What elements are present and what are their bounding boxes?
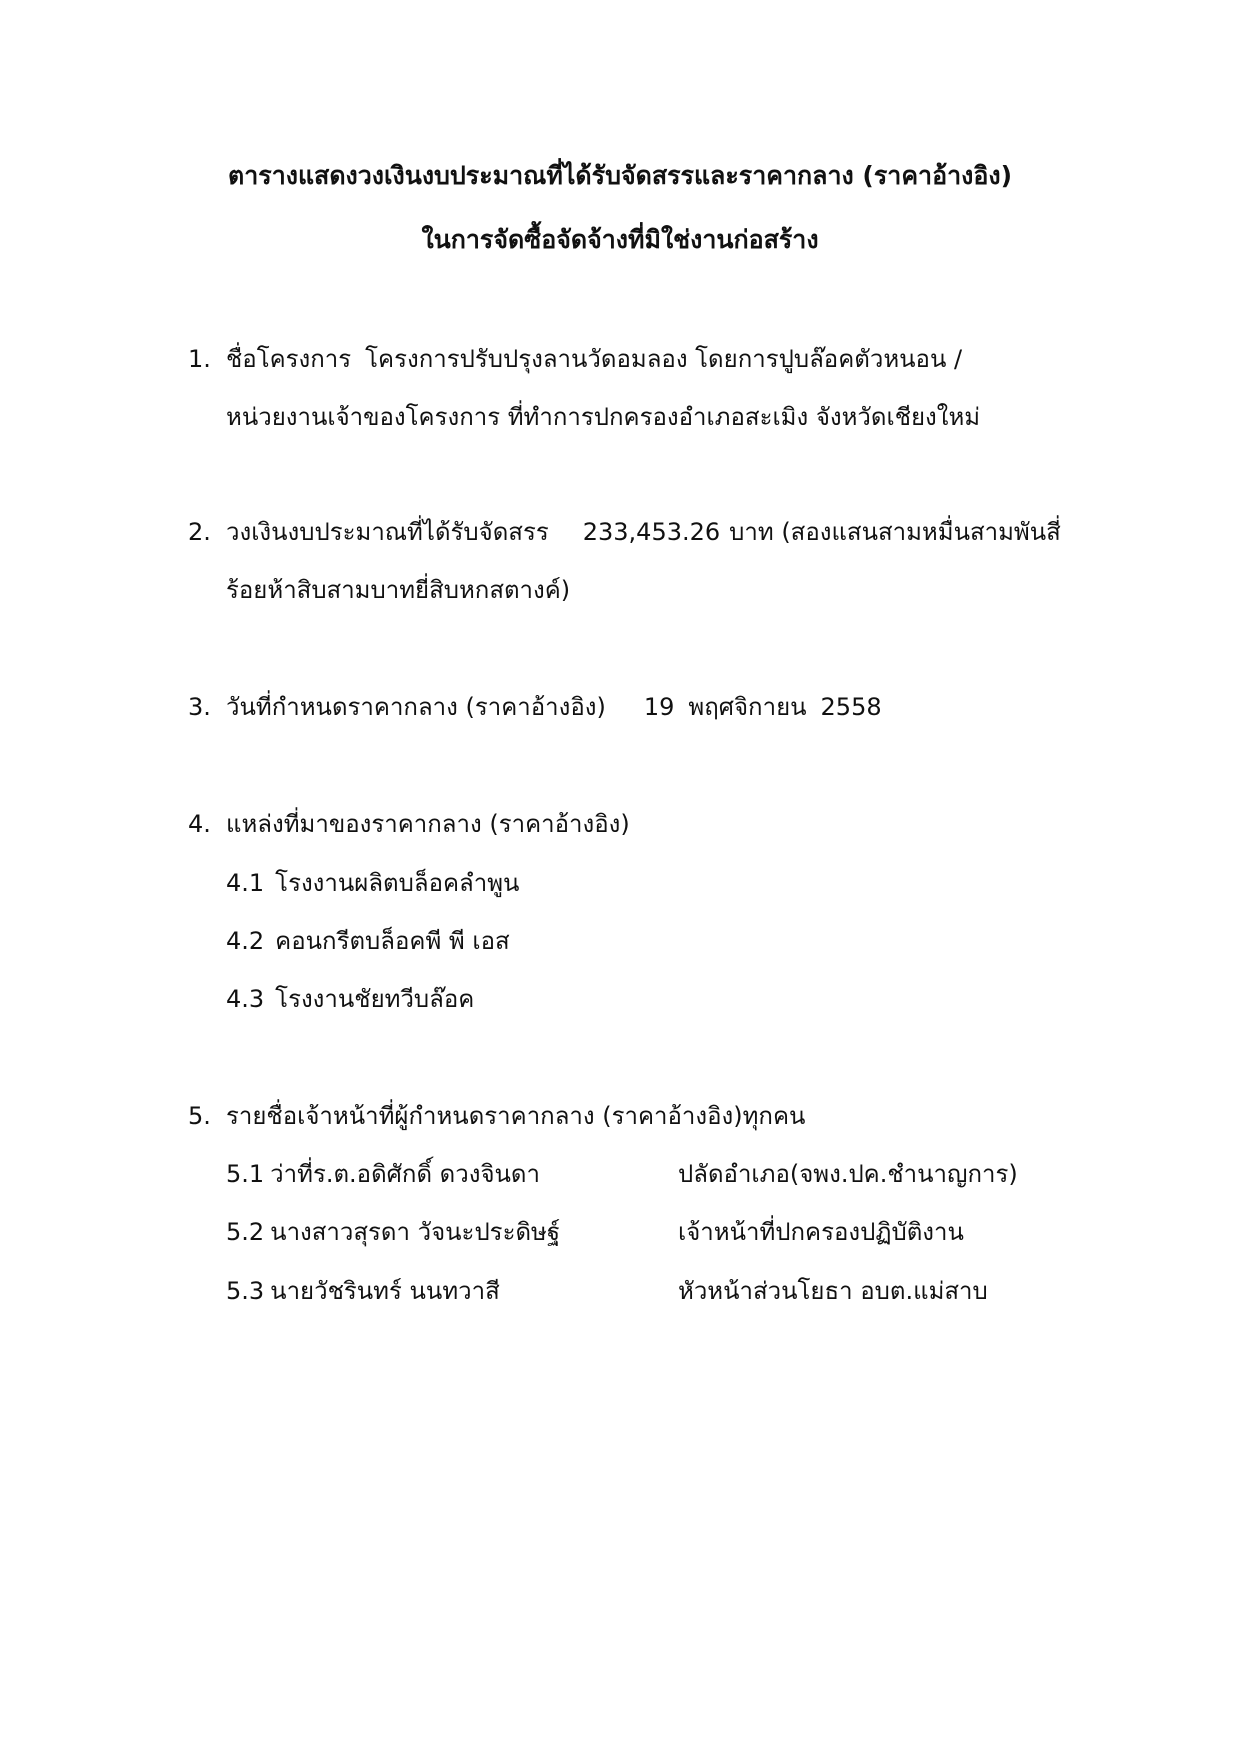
official-number: 5.2 xyxy=(226,1218,265,1246)
item-2-amount: 233,453.26 xyxy=(582,518,721,546)
source-item xyxy=(226,924,510,958)
item-5-label: รายชื่อเจ้าหน้าที่ผู้กำหนดราคากลาง (ราคาอ้างอิง)ทุกคน xyxy=(226,1102,806,1130)
item-5-number: 5. xyxy=(188,1102,211,1130)
item-2-number: 2. xyxy=(188,518,211,546)
official-name xyxy=(226,1157,540,1191)
item-1-label: ชื่อโครงการ xyxy=(226,345,352,373)
official-position: เจ้าหน้าที่ปกครองปฏิบัติงาน xyxy=(678,1218,964,1246)
official-position: ปลัดอำเภอ(จพง.ปค.ชำนาญการ) xyxy=(678,1160,1018,1188)
item-3-label: วันที่กำหนดราคากลาง (ราคาอ้างอิง) xyxy=(226,693,606,721)
source-number: 4.3 xyxy=(226,985,265,1013)
item-1-value: โครงการปรับปรุงลานวัดอมลอง โดยการปูบล๊อคตัวหนอน / xyxy=(365,345,963,373)
source-name: คอนกรีตบล็อคพี พี เอส xyxy=(275,927,510,955)
source-name: โรงงานผลิตบล็อคลำพูน xyxy=(275,869,520,897)
official-position: หัวหน้าส่วนโยธา อบต.แม่สาบ xyxy=(678,1277,988,1305)
item-1-line xyxy=(226,342,962,376)
source-name: โรงงานชัยทวีบล๊อค xyxy=(275,985,475,1013)
source-item xyxy=(226,982,474,1016)
official-number: 5.3 xyxy=(226,1277,265,1305)
official-name-text: นายวัชรินทร์ นนทวาสี xyxy=(270,1277,500,1305)
source-item xyxy=(226,866,519,900)
official-number: 5.1 xyxy=(226,1160,265,1188)
item-1-number: 1. xyxy=(188,345,211,373)
item-2-amount-text: บาท (สองแสนสามหมื่นสามพันสี่ xyxy=(729,518,1061,546)
official-name xyxy=(226,1215,560,1249)
official-name-text: นางสาวสุรดา วัจนะประดิษฐ์ xyxy=(270,1218,561,1246)
item-3-month: พฤศจิกายน xyxy=(688,693,807,721)
document-title-line-1: ตารางแสดงวงเงินงบประมาณที่ได้รับจัดสรรและราคากลาง (ราคาอ้างอิง) xyxy=(228,161,1012,190)
document-title-line-2: ในการจัดซื้อจัดจ้างที่มิใช่งานก่อสร้าง xyxy=(421,225,819,254)
item-2-line xyxy=(226,515,1061,549)
item-3-day: 19 xyxy=(643,693,675,721)
item-4-label: แหล่งที่มาของราคากลาง (ราคาอ้างอิง) xyxy=(226,810,630,838)
item-2-label: วงเงินงบประมาณที่ได้รับจัดสรร xyxy=(226,518,549,546)
item-3-year: 2558 xyxy=(820,693,882,721)
item-2-continuation: ร้อยห้าสิบสามบาทยี่สิบหกสตางค์) xyxy=(226,576,571,604)
item-4-number: 4. xyxy=(188,810,211,838)
item-1-continuation: หน่วยงานเจ้าของโครงการ ที่ทำการปกครองอำเภอสะเมิง จังหวัดเชียงใหม่ xyxy=(226,403,981,431)
item-3-number: 3. xyxy=(188,693,211,721)
source-number: 4.2 xyxy=(226,927,265,955)
official-name xyxy=(226,1274,500,1308)
official-name-text: ว่าที่ร.ต.อดิศักดิ์ ดวงจินดา xyxy=(270,1160,540,1188)
source-number: 4.1 xyxy=(226,869,265,897)
item-3-line xyxy=(226,690,882,724)
